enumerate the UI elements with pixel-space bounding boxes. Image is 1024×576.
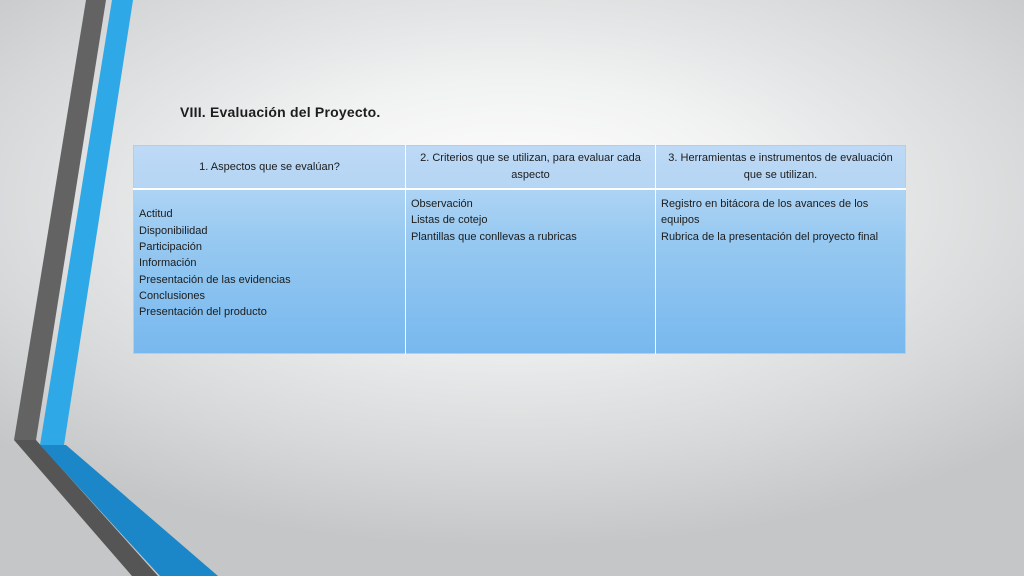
list-item: Conclusiones [139,289,206,302]
list-item: Rubrica de la presentación del proyecto final [661,230,879,243]
list-item: Presentación del producto [139,306,267,319]
header-tools: 3. Herramientas e instrumentos de evaluación que se utilizan. [656,146,906,190]
header-aspects: 1. Aspectos que se evalúan? [134,146,406,190]
header-criteria: 2. Criterios que se utilizan, para evaluar cada aspecto [406,146,656,190]
list-item: Listas de cotejo [411,214,488,227]
list-item: Plantillas que conllevas a rubricas [411,230,577,243]
list-item: Registro en bitácora de los avances de los equipos [661,198,869,227]
table-row [134,189,906,354]
evaluation-table [133,145,906,354]
list-item: Información [139,257,197,270]
list-item: Presentación de las evidencias [139,273,291,286]
list-item: Actitud [139,208,173,221]
aspects-cell [134,189,406,354]
list-item: Observación [411,198,473,210]
criteria-cell [406,189,656,354]
table-header-row [134,146,906,190]
tools-cell [656,189,906,354]
list-item: Participación [139,241,202,254]
list-item: Disponibilidad [139,224,208,237]
slide-title: VIII. Evaluación del Proyecto. [180,104,381,120]
